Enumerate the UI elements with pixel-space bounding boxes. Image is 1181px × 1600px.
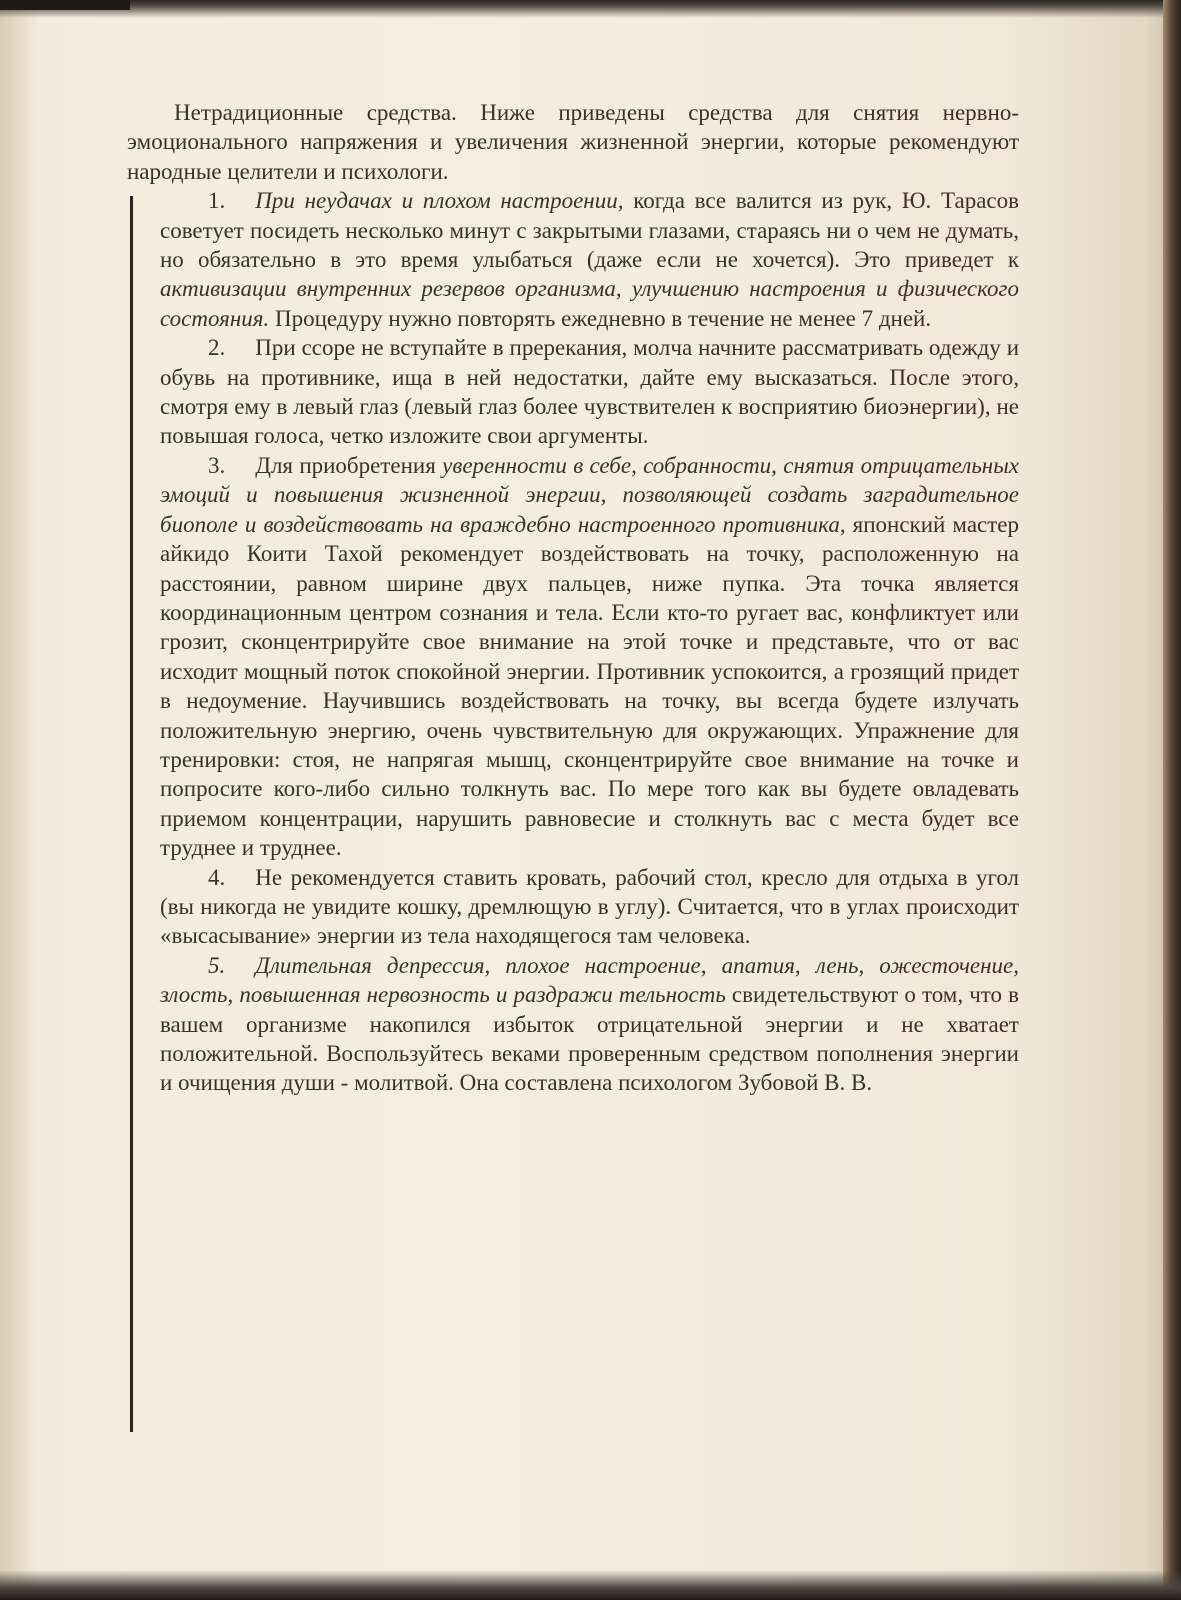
emphasis: уверенности в себе, собранности, снятия отрицательных эмоций и повышения жизненной энергии, позволяющей создать заградительное биополе и воздействовать на враждебно настроенного противника, — [160, 452, 1020, 537]
page-shadow-left — [0, 0, 40, 1600]
emphasis: активизации внутренних резервов организма, улучшению настроения и физического состояния. — [160, 276, 1019, 331]
item-number: 4. — [208, 864, 226, 890]
page-text — [127, 98, 1019, 1098]
item-number: 3. — [208, 452, 226, 478]
item-text: Для приобретения — [255, 452, 443, 478]
item-number: 5. — [208, 952, 226, 978]
item-number: 2. — [208, 335, 226, 361]
intro-paragraph: Нетрадиционные средства. Ниже приведены средства для снятия нервно-эмоционального напряжения и увеличения жизненной энергии, которые рекомендуют народные целители и психологи. — [127, 100, 1019, 184]
list-item-5 — [160, 951, 1019, 1098]
scan-edge-top — [0, 0, 1181, 18]
item-text: Процедуру нужно повторять ежедневно в течение не менее 7 дней. — [269, 305, 932, 331]
item-text: При ссоре не вступайте в пререкания, молча начните рассматривать одежду и обувь на противнике, ища в ней недостатки, дайте ему высказаться. После этого, смотря ему в левый глаз (левый глаз более чувствителен к восприятию биоэнергии), не повышая голоса, четко изложите свои аргументы. — [160, 335, 1019, 449]
item-text: Не рекомендуется ставить кровать, рабочий стол, кресло для отдыха в угол (вы никогда не увидите кошку, дремлющую в углу). Считается, что в углах происходит «высасывание» энергии из тела находящегося там человека. — [160, 864, 1019, 949]
scan-edge-bottom — [0, 1570, 1181, 1600]
list-item-4 — [160, 863, 1019, 951]
item-text: японский мастер айкидо Коити Тахой рекомендует воздействовать на точку, расположенную на расстоянии, равном ширине двух пальцев, ниже пупка. Эта точка является координационным центром сознания и тела. Если кто-то ругает вас, конфликтует или грозит, сконцентрируйте свое внимание на этой точке и представьте, что от вас исходит мощный поток спокойной энергии. Противник успокоится, а грозящий придет в недоумение. Научившись воздействовать на точку, вы всегда будете излучать положительную энергию, очень чувствительную для окружающих. Упражнение для тренировки: стоя, не напрягая мышц, сконцентрируйте свое внимание на точке и попросите кого-либо сильно толкнуть вас. По мере того как вы будете овладевать приемом концентрации, нарушить равновесие и столкнуть вас с места будет все труднее и труднее. — [160, 511, 1019, 861]
list-item-2 — [160, 333, 1019, 451]
item-text: когда все валится из рук, Ю. Тарасов советует посидеть несколько минут с закрытыми глазами, стараясь ни о чем не думать, но обязательно в это время улыбаться (даже если не хочется). Это приведет к — [160, 188, 1019, 273]
emphasis: Длительная депрессия, плохое настроение, апатия, лень, ожесточение, злость, повышенная нервозность и раздражи тельность — [160, 952, 1019, 1008]
book-spine-edge — [1163, 0, 1181, 1600]
item-number: 1. — [208, 188, 226, 214]
list-item-1 — [160, 186, 1019, 333]
item-text: свидетельствуют о том, что в вашем организме накопился избыток отрицательной энергии и не хватает положительной. Воспользуйтесь веками проверенным средством пополнения энергии и очищения души - молитвой. Она составлена психологом Зубовой В. В. — [160, 982, 1019, 1096]
list-item-3 — [160, 451, 1019, 863]
emphasis: При неудачах и плохом настроении, — [255, 188, 624, 214]
